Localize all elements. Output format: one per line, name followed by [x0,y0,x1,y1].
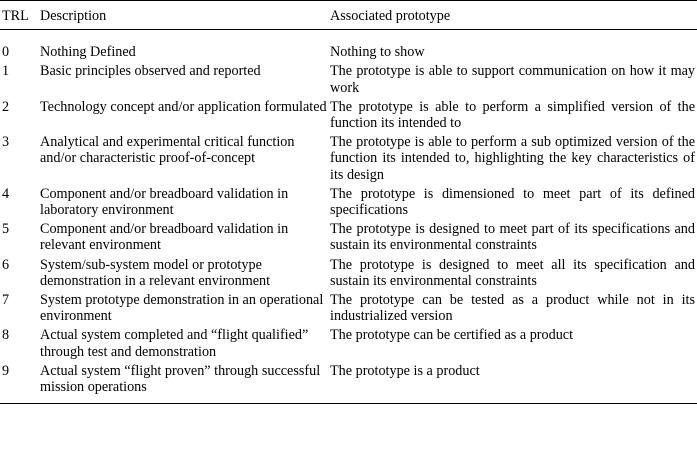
trl-description: Technology concept and/or application formulated [40,98,327,115]
trl-prototype: The prototype is able to perform a simplified version of the function its intended to [330,98,695,132]
trl-description: Actual system completed and “flight qualified” through test and demonstration [40,327,309,360]
trl-prototype: Nothing to show [330,44,425,61]
trl-level: 4 [2,185,10,202]
header-trl: TRL [2,8,29,24]
table-row [0,99,697,134]
trl-description: Nothing Defined [40,44,136,61]
trl-level: 2 [2,98,10,115]
trl-description: Component and/or breadboard validation in relevant environment [40,221,289,254]
trl-description: System prototype demonstration in an operational environment [40,292,324,325]
trl-level: 1 [2,63,10,80]
trl-level: 0 [2,44,10,61]
trl-prototype: The prototype is designed to meet part of its specifications and sustain its environmental constraints [330,221,695,254]
table-row [0,30,697,64]
table-row [0,363,697,404]
header-description: Description [40,8,107,24]
trl-description: Actual system “flight proven” through successful mission operations [40,362,321,396]
trl-prototype: The prototype is designed to meet all its specification and sustain its environmental constraints [330,256,695,289]
trl-level: 8 [2,327,10,344]
table-row [0,327,697,362]
trl-prototype: The prototype is able to support communication on how it may work [330,63,695,96]
table-row [0,134,697,186]
table-row [0,221,697,256]
table-row [0,292,697,327]
trl-description: Component and/or breadboard validation in laboratory environment [40,185,289,219]
trl-description: Basic principles observed and reported [40,63,261,80]
trl-description: System/sub-system model or prototype demonstration in a relevant environment [40,256,271,289]
trl-prototype: The prototype is dimensioned to meet part of its defined specifications [330,185,695,219]
table-body [0,30,697,404]
trl-level: 7 [2,292,10,309]
table-row [0,186,697,221]
table-header [0,1,697,30]
trl-level: 5 [2,221,10,238]
trl-level: 6 [2,256,10,273]
trl-prototype: The prototype is able to perform a sub optimized version of the function its intended to, highlighting the key characteristics of its design [330,134,695,183]
trl-prototype: The prototype is a product [330,362,480,379]
trl-prototype: The prototype can be tested as a product while not in its industrialized version [330,292,695,325]
trl-level: 3 [2,134,10,151]
header-prototype: Associated prototype [330,8,451,24]
table-row [0,257,697,292]
table-row [0,63,697,98]
trl-description: Analytical and experimental critical function and/or characteristic proof-of-concept [40,134,295,167]
header-row [0,1,697,30]
trl-prototype: The prototype can be certified as a product [330,327,574,344]
trl-level: 9 [2,362,10,379]
